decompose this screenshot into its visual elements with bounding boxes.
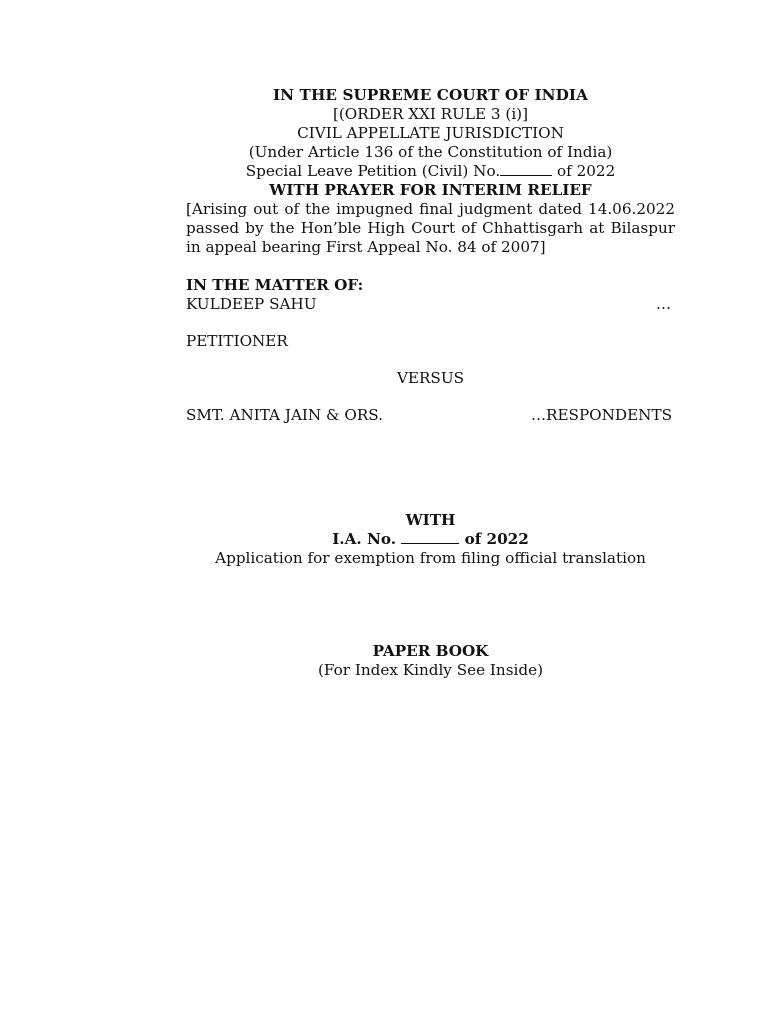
petitioner-dots: … <box>655 295 671 313</box>
document-page <box>186 86 675 680</box>
ia-suffix: of 2022 <box>459 530 529 548</box>
slp-suffix: of 2022 <box>552 162 616 180</box>
with-heading: WITH <box>405 511 456 529</box>
petitioner-label: PETITIONER <box>186 332 288 350</box>
paper-book-note: (For Index Kindly See Inside) <box>318 661 543 679</box>
matter-label: IN THE MATTER OF: <box>186 276 364 294</box>
ia-prefix: I.A. No. <box>332 530 402 548</box>
versus: VERSUS <box>396 369 465 387</box>
slp-prefix: Special Leave Petition (Civil) No. <box>245 162 501 180</box>
arising-paragraph: [Arising out of the impugned final judgment dated 14.06.2022 passed by the Hon’ble High Court of Chhattisgarh at Bilaspur in appeal bearing First Appeal No. 84 of 2007] <box>186 200 675 256</box>
respondent-row <box>186 406 675 425</box>
court-title: IN THE SUPREME COURT OF INDIA <box>272 86 589 104</box>
prayer-heading: WITH PRAYER FOR INTERIM RELIEF <box>269 181 592 199</box>
petitioner-row <box>186 295 675 314</box>
respondent-label: …RESPONDENTS <box>530 406 672 424</box>
order-reference: [(ORDER XXI RULE 3 (i)] <box>332 105 529 123</box>
article-reference: (Under Article 136 of the Constitution of India) <box>248 143 613 161</box>
paper-book-title: PAPER BOOK <box>372 642 489 660</box>
ia-number-blank <box>401 531 459 544</box>
ia-line <box>186 530 675 549</box>
ia-application: Application for exemption from filing official translation <box>215 549 646 567</box>
jurisdiction: CIVIL APPELLATE JURISDICTION <box>297 124 564 142</box>
respondent-name: SMT. ANITA JAIN & ORS. <box>186 406 383 424</box>
slp-number-blank <box>500 163 552 176</box>
slp-line <box>186 162 675 181</box>
petitioner-name: KULDEEP SAHU <box>186 295 317 313</box>
